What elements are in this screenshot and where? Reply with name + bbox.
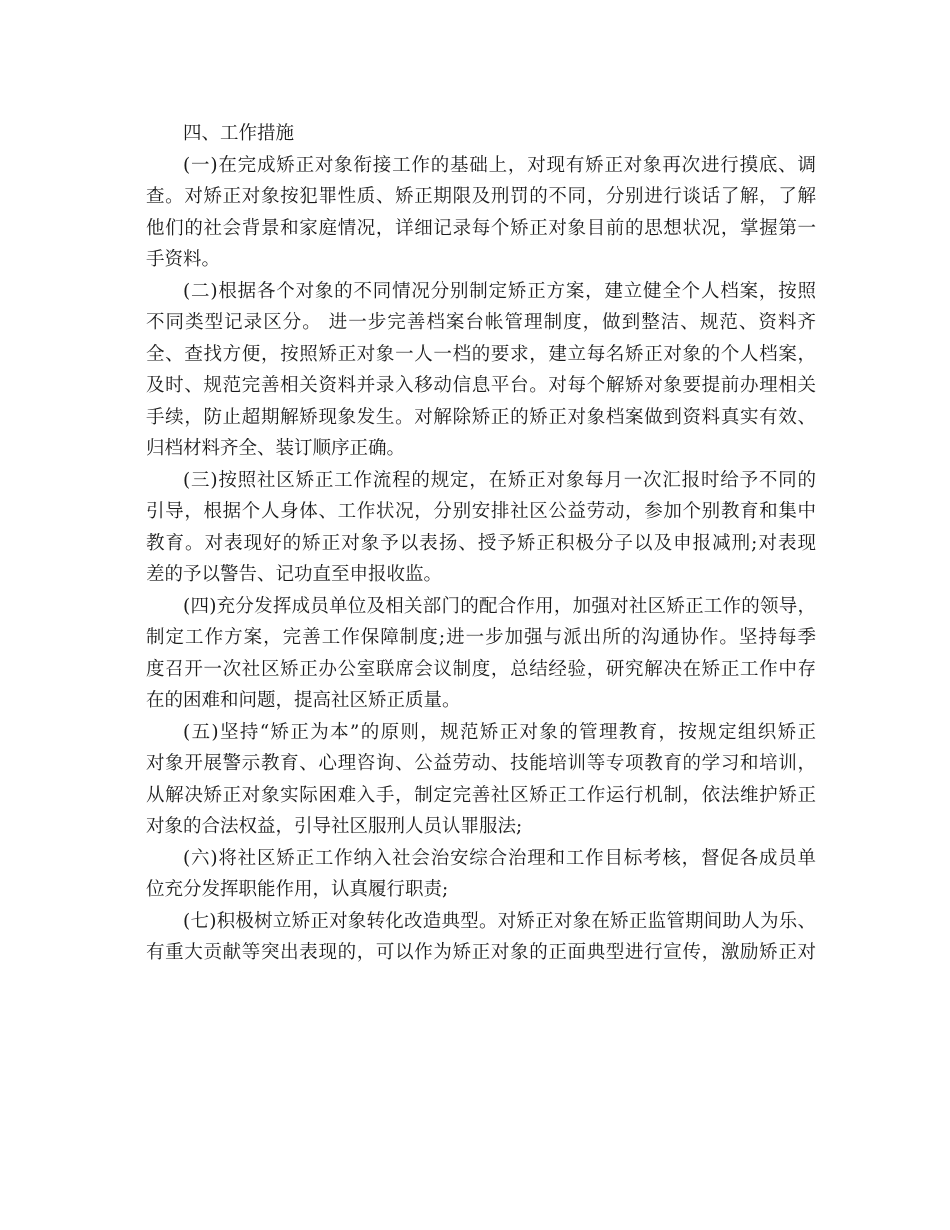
paragraph-4-line-2: 制定工作方案，完善工作保障制度;进一步加强与派出所的沟通协作。坚持每季 [146,627,816,648]
paragraph-4-line-4: 在的困难和问题，提高社区矫正质量。 [146,690,461,711]
paragraph-2-line-4: 及时、规范完善相关资料并录入移动信息平台。对每个解矫对象要提前办理相关 [146,375,816,396]
paragraph-1-line-4: 手资料。 [146,249,221,270]
paragraph-2-line-2: 不同类型记录区分。 进一步完善档案台帐管理制度，做到整洁、规范、资料齐 [146,312,816,333]
section-heading: 四、工作措施 [183,123,295,144]
paragraph-1-line-3: 他们的社会背景和家庭情况，详细记录每个矫正对象目前的思想状况，掌握第一 [146,217,816,239]
paragraph-6-line-1: (六)将社区矫正工作纳入社会治安综合治理和工作目标考核，督促各成员单 [183,847,816,869]
paragraph-2-line-5: 手续，防止超期解矫现象发生。对解除矫正的矫正对象档案做到资料真实有效、 [146,406,816,428]
paragraph-1-line-1: (一)在完成矫正对象衔接工作的基础上，对现有矫正对象再次进行摸底、调 [183,154,816,176]
document-body [146,118,816,969]
paragraph-4-line-3: 度召开一次社区矫正办公室联席会议制度，总结经验，研究解决在矫正工作中存 [146,658,816,680]
paragraph-3-line-3: 教育。对表现好的矫正对象予以表扬、授予矫正积极分子以及申报减刑;对表现 [146,532,816,554]
paragraph-6-line-2: 位充分发挥职能作用，认真履行职责; [146,879,449,900]
paragraph-3-line-2: 引导，根据个人身体、工作状况，分别安排社区公益劳动，参加个别教育和集中 [146,501,816,522]
paragraph-1-line-2: 查。对矫正对象按犯罪性质、矫正期限及刑罚的不同，分别进行谈话了解，了解 [146,186,816,207]
paragraph-3-line-1: (三)按照社区矫正工作流程的规定，在矫正对象每月一次汇报时给予不同的 [183,469,816,491]
paragraph-5-line-2: 对象开展警示教育、心理咨询、公益劳动、技能培训等专项教育的学习和培训， [146,753,816,774]
paragraph-3-line-4: 差的予以警告、记功直至申报收监。 [146,564,443,585]
paragraph-5-line-4: 对象的合法权益，引导社区服刑人员认罪服法; [146,816,523,837]
paragraph-2-line-3: 全、查找方便，按照矫正对象一人一档的要求，建立每名矫正对象的个人档案， [146,343,816,365]
paragraph-7-line-2: 有重大贡献等突出表现的，可以作为矫正对象的正面典型进行宣传，激励矫正对 [146,942,816,963]
paragraph-4-line-1: (四)充分发挥成员单位及相关部门的配合作用，加强对社区矫正工作的领导， [183,595,816,617]
paragraph-7-line-1: (七)积极树立矫正对象转化改造典型。对矫正对象在矫正监管期间助人为乐、 [183,910,816,932]
paragraph-2-line-6: 归档材料齐全、装订顺序正确。 [146,438,406,459]
paragraph-2-line-1: (二)根据各个对象的不同情况分别制定矫正方案，建立健全个人档案，按照 [183,280,816,302]
paragraph-5-line-3: 从解决矫正对象实际困难入手，制定完善社区矫正工作运行机制，依法维护矫正 [146,784,816,806]
paragraph-5-line-1: (五)坚持“矫正为本”的原则，规范矫正对象的管理教育，按规定组织矫正 [183,721,816,743]
